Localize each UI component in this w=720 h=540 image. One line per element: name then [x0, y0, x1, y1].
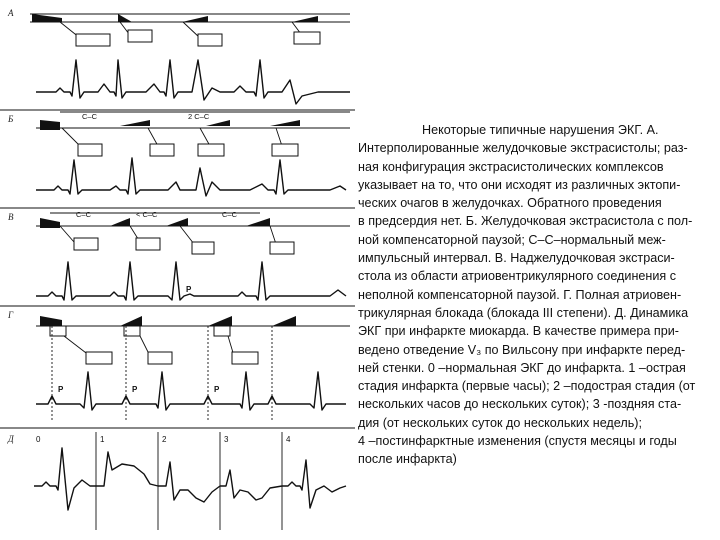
- cc-interval-label: < C–C: [136, 210, 158, 219]
- ecg-trace-d2: [158, 462, 220, 502]
- cc-interval-label: C–C: [82, 112, 98, 121]
- caption-line: ней стенки. 0 –нормальная ЭКГ до инфаркта. 1 –острая: [358, 360, 686, 375]
- panel-label-g: Г: [8, 310, 14, 320]
- ecg-trace-d4: [282, 460, 346, 508]
- panel-b-diagram: [36, 112, 350, 196]
- cc-interval-label: C–C: [222, 210, 238, 219]
- caption-line: трикулярная блокада (блокада III степени). Д. Динамика: [358, 305, 689, 320]
- panel-label-d: Д: [8, 434, 14, 444]
- caption-line: ЭКГ при инфаркте миокарда. В качестве примера при-: [358, 324, 679, 339]
- caption-line: импульсный интервал. В. Наджелудочковая экстраси-: [358, 251, 675, 266]
- panel-g-diagram: [36, 316, 350, 420]
- ecg-trace-a: [36, 60, 350, 104]
- caption-line: нескольких часов до нескольких суток); 3 -поздняя ста-: [358, 397, 682, 412]
- caption-line: неполной компенсаторной паузой. Г. Полная атриовен-: [358, 287, 682, 302]
- ecg-trace-v: [36, 262, 346, 300]
- caption-line: Некоторые типичные нарушения ЭКГ. А.: [422, 123, 659, 137]
- panel-label-b: Б: [8, 114, 14, 124]
- p-wave-label: P: [58, 385, 64, 394]
- stage-label: 2: [162, 435, 167, 444]
- caption-line: ная конфигурация экстрасистолических комплексов: [358, 159, 664, 174]
- stage-label: 3: [224, 435, 229, 444]
- panel-label-a: А: [8, 8, 14, 18]
- caption-line: ведено отведение V₃ по Вильсону при инфаркте перед-: [358, 342, 686, 357]
- caption-line: 4 –постинфарктные изменения (спустя месяцы и годы: [358, 434, 677, 449]
- p-wave-label: P: [132, 385, 138, 394]
- caption-line: указывает на то, что они исходят из различных эктопи-: [358, 177, 681, 192]
- cc-interval-label: C–C: [76, 210, 92, 219]
- caption-line: после инфаркта): [358, 452, 457, 467]
- stage-label: 4: [286, 435, 291, 444]
- caption-line: Интерполированные желудочковые экстрасистолы; раз-: [358, 141, 688, 156]
- panel-label-v: В: [8, 212, 14, 222]
- cc-interval-label: 2 C–C: [188, 112, 210, 121]
- figure-caption: [358, 121, 712, 469]
- p-wave-label: P: [186, 285, 192, 294]
- ecg-trace-g: [36, 372, 346, 410]
- stage-label: 0: [36, 435, 41, 444]
- ecg-trace-d3: [220, 470, 282, 500]
- caption-line: ческих очагов в желудочках. Обратного проведения: [358, 196, 662, 211]
- ecg-trace-d1: [96, 452, 158, 486]
- ecg-trace-b: [36, 158, 346, 196]
- ecg-trace-d0: [34, 448, 96, 510]
- p-wave-label: P: [214, 385, 220, 394]
- stage-label: 1: [100, 435, 105, 444]
- panel-a-diagram: [30, 14, 350, 104]
- panel-v-diagram: [36, 210, 350, 300]
- caption-line: в предсердия нет. Б. Желудочковая экстрасистола с пол-: [358, 214, 693, 229]
- caption-line: стола из области атриовентрикулярного соединения с: [358, 269, 677, 284]
- caption-line: дия (от нескольких суток до нескольких недель);: [358, 415, 642, 430]
- panel-d-diagram: [34, 432, 346, 530]
- caption-line: стадия инфаркта (первые часы); 2 –подострая стадия (от: [358, 379, 696, 394]
- caption-line: ной компенсаторной паузой; С–С–нормальный меж-: [358, 232, 666, 247]
